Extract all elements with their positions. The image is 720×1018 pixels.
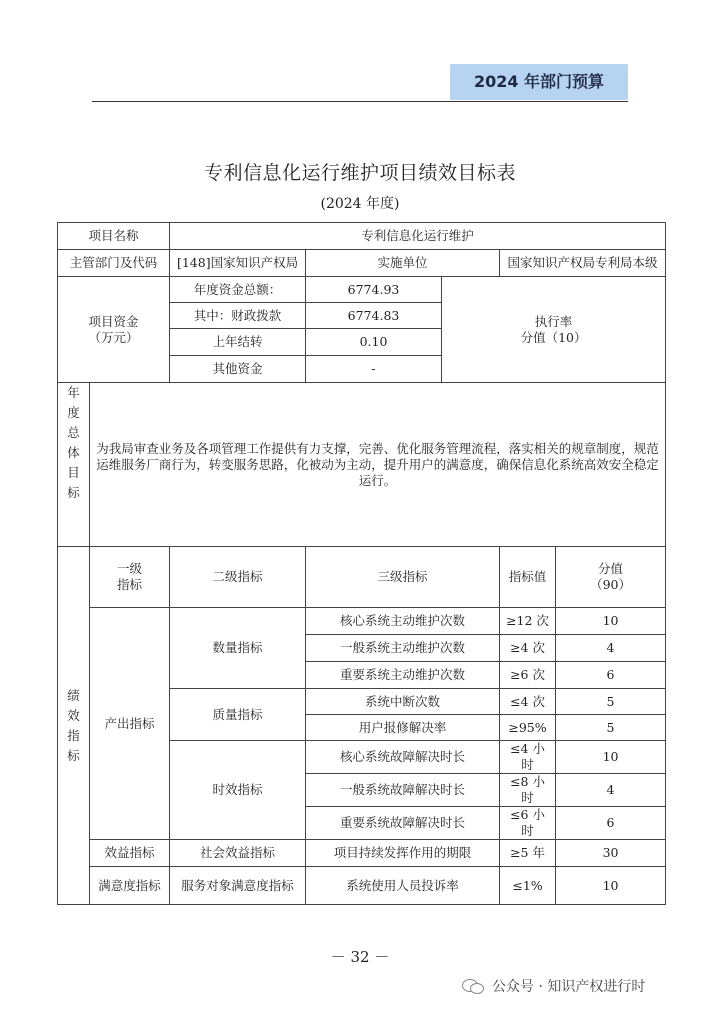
indicator-score: 6 (556, 807, 666, 840)
wechat-icon (462, 977, 484, 995)
header-level1-line2: 指标 (117, 577, 143, 592)
fund-total-label: 年度资金总额： (170, 277, 306, 303)
annual-goal-char: 年 (67, 385, 80, 400)
quantity-indicators-label: 数量指标 (170, 608, 306, 689)
indicator-name: 一般系统主动维护次数 (306, 635, 500, 662)
project-name-label: 项目名称 (58, 223, 170, 250)
fund-other-value: - (306, 356, 442, 383)
indicator-score: 4 (556, 635, 666, 662)
department-value: [148]国家知识产权局 (170, 250, 306, 277)
project-name-value: 专利信息化运行维护 (170, 223, 666, 250)
table-row (58, 608, 666, 635)
indicator-value: ≥95% (500, 715, 556, 741)
header-score-line1: 分值 (598, 561, 624, 576)
row-perf-header (58, 547, 666, 608)
header-value: 指标值 (500, 547, 556, 608)
annual-goal-char: 目 (67, 465, 80, 480)
indicator-score: 10 (556, 867, 666, 905)
fund-total-value: 6774.93 (306, 277, 442, 303)
row-fund-total (58, 277, 666, 303)
implementing-unit-value: 国家知识产权局专利局本级 (500, 250, 666, 277)
row-satisfaction (58, 867, 666, 905)
indicator-value: ≤8 小时 (500, 774, 556, 807)
watermark-footer (462, 974, 645, 998)
indicator-name: 用户报修解决率 (306, 715, 500, 741)
indicator-score: 30 (556, 840, 666, 867)
annual-goal-text: 为我局审查业务及各项管理工作提供有力支撑，完善、优化服务管理流程，落实相关的规章制度，规范运维服务厂商行为，转变服务思路，化被动为主动，提升用户的满意度，确保信息化系统高效安全稳定运行。 (90, 383, 666, 547)
header-level2: 二级指标 (170, 547, 306, 608)
implementing-unit-label: 实施单位 (306, 250, 500, 277)
annual-goal-char: 标 (67, 485, 80, 500)
annual-goal-label (58, 383, 90, 547)
indicator-name: 系统使用人员投诉率 (306, 867, 500, 905)
indicator-value: ≥4 次 (500, 635, 556, 662)
page-title: 专利信息化运行维护项目绩效目标表 (203, 162, 516, 184)
header-rule (92, 101, 628, 102)
service-satisfaction-label: 服务对象满意度指标 (170, 867, 306, 905)
annual-goal-label-chars (62, 383, 85, 503)
fund-fiscal-label: 其中：财政拨款 (170, 303, 306, 329)
page-subtitle: (2024 年度) (320, 196, 400, 212)
indicator-value: ≤6 小时 (500, 807, 556, 840)
indicator-name: 项目持续发挥作用的期限 (306, 840, 500, 867)
annual-goal-char: 度 (67, 405, 80, 420)
indicator-name: 系统中断次数 (306, 689, 500, 715)
project-funds-label-line2: （万元） (88, 329, 139, 345)
header-score-line2: （90） (590, 577, 631, 592)
performance-goal-table (57, 222, 666, 905)
header-level1 (90, 547, 170, 608)
indicator-score: 5 (556, 715, 666, 741)
header-level1-line1: 一级 (117, 561, 143, 576)
annual-goal-char: 总 (67, 425, 80, 440)
fund-carryover-value: 0.10 (306, 329, 442, 356)
execution-rate-cell (442, 277, 666, 383)
indicator-score: 5 (556, 689, 666, 715)
fund-carryover-label: 上年结转 (170, 329, 306, 356)
execution-rate-score: 分值（10） (520, 329, 587, 345)
fund-fiscal-value: 6774.83 (306, 303, 442, 329)
header-level3: 三级指标 (306, 547, 500, 608)
benefit-indicators-label: 效益指标 (90, 840, 170, 867)
execution-rate-label: 执行率 (534, 313, 573, 329)
annual-goal-char: 体 (67, 445, 80, 460)
indicator-value: ≤4 小时 (500, 741, 556, 774)
indicator-score: 10 (556, 741, 666, 774)
row-department (58, 250, 666, 277)
social-benefit-label: 社会效益指标 (170, 840, 306, 867)
header-score (556, 547, 666, 608)
indicator-score: 6 (556, 662, 666, 689)
row-annual-goal (58, 383, 666, 547)
indicator-value: ≥12 次 (500, 608, 556, 635)
footer-text: 公众号 · 知识产权进行时 (492, 979, 646, 995)
indicator-score: 4 (556, 774, 666, 807)
indicator-name: 核心系统主动维护次数 (306, 608, 500, 635)
project-funds-label-line1: 项目资金 (88, 313, 139, 329)
fund-other-label: 其他资金 (170, 356, 306, 383)
row-project-name (58, 223, 666, 250)
indicator-name: 一般系统故障解决时长 (306, 774, 500, 807)
indicator-name: 核心系统故障解决时长 (306, 741, 500, 774)
project-funds-label (58, 277, 170, 383)
department-label: 主管部门及代码 (58, 250, 170, 277)
indicator-value: ≥5 年 (500, 840, 556, 867)
indicator-value: ≤4 次 (500, 689, 556, 715)
output-indicators-label: 产出指标 (90, 608, 170, 840)
indicator-score: 10 (556, 608, 666, 635)
perf-indicators-label-chars (62, 686, 85, 766)
perf-label-char: 绩 (67, 687, 80, 703)
perf-indicators-label (58, 547, 90, 905)
budget-year-badge: 2024 年部门预算 (450, 64, 628, 100)
indicator-value: ≤1% (500, 867, 556, 905)
indicator-value: ≥6 次 (500, 662, 556, 689)
perf-label-char: 指 (67, 727, 80, 743)
timeliness-indicators-label: 时效指标 (170, 741, 306, 840)
indicator-name: 重要系统主动维护次数 (306, 662, 500, 689)
satisfaction-indicators-label: 满意度指标 (90, 867, 170, 905)
quality-indicators-label: 质量指标 (170, 689, 306, 741)
perf-label-char: 标 (67, 747, 80, 763)
indicator-name: 重要系统故障解决时长 (306, 807, 500, 840)
row-benefit (58, 840, 666, 867)
perf-label-char: 效 (67, 707, 80, 723)
page-number: － 32 － (330, 948, 390, 966)
